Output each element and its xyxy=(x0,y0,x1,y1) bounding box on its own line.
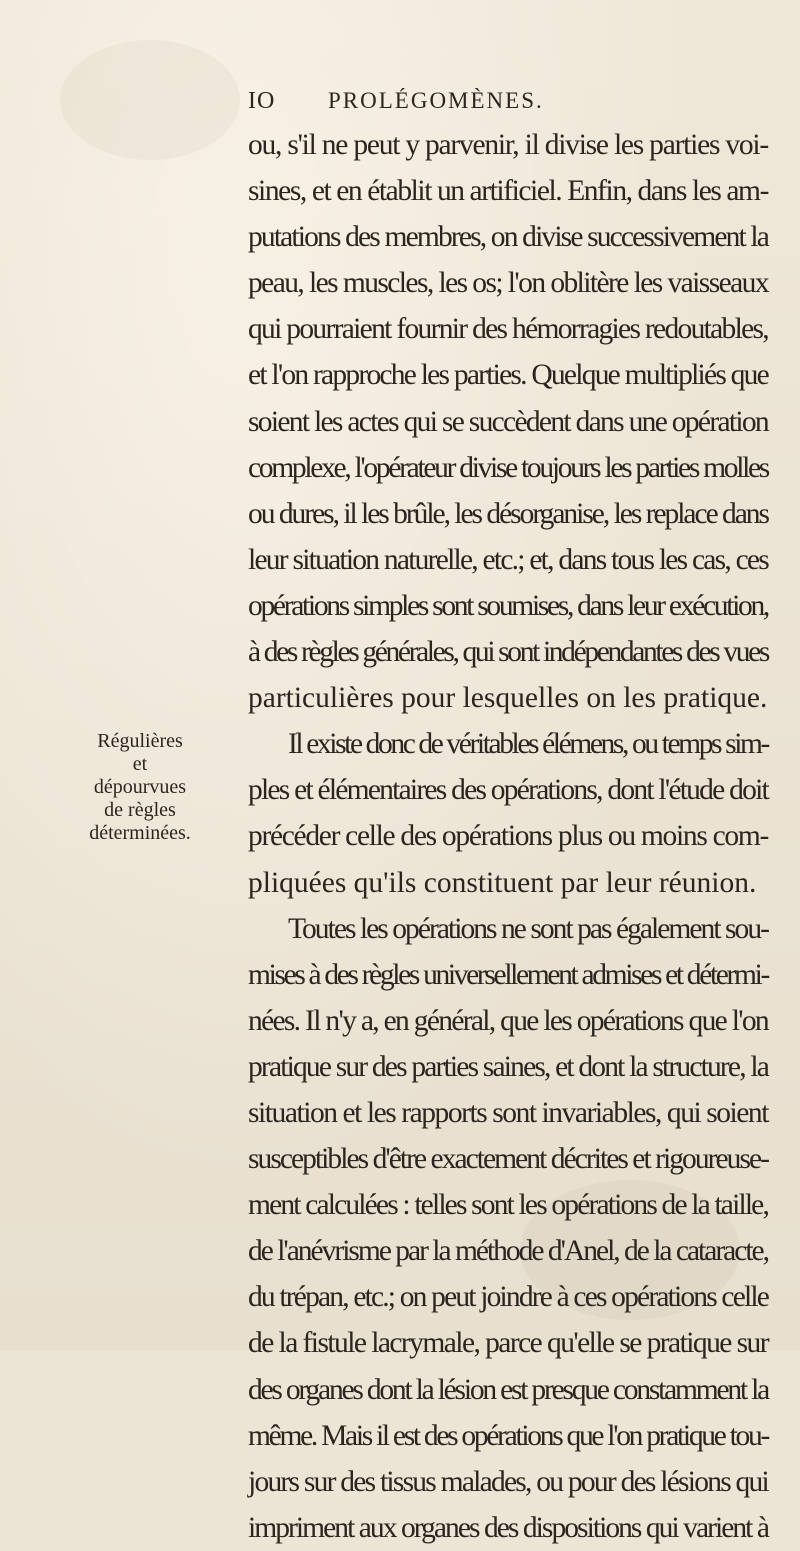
text-line: ou dures, il les brûle, les désorganise, les replace dans xyxy=(248,497,768,530)
text-line: pliquées qu'ils constituent par leur réunion. xyxy=(248,866,757,899)
paper-stain xyxy=(60,40,240,160)
text-line: Il existe donc de véritables élémens, ou temps sim- xyxy=(288,728,768,761)
body-text xyxy=(248,122,768,1551)
text-line: situation et les rapports sont invariables, qui soient xyxy=(248,1096,768,1129)
text-line: pratique sur des parties saines, et dont la structure, la xyxy=(248,1050,768,1083)
text-line: ples et élémentaires des opérations, dont l'étude doit xyxy=(248,774,768,807)
text-line: à des règles générales, qui sont indépendantes des vues xyxy=(248,636,768,669)
text-line: particulières pour lesquelles on les pratique. xyxy=(248,682,768,715)
text-line: leur situation naturelle, etc.; et, dans tous les cas, ces xyxy=(248,543,768,576)
marginal-note xyxy=(40,730,240,845)
text-line: complexe, l'opérateur divise toujours les parties molles xyxy=(248,451,768,484)
text-line: peau, les muscles, les os; l'on oblitère les vaisseaux xyxy=(248,267,768,300)
text-line: de la fistule lacrymale, parce qu'elle se pratique sur xyxy=(248,1327,768,1360)
text-line: ment calculées : telles sont les opérations de la taille, xyxy=(248,1189,768,1222)
marginal-note-line: dépourvues xyxy=(93,776,187,798)
text-line: susceptibles d'être exactement décrites et rigoureuse- xyxy=(248,1143,768,1176)
text-line: opérations simples sont soumises, dans leur exécution, xyxy=(248,589,768,622)
text-line: Toutes les opérations ne sont pas également sou- xyxy=(288,912,768,945)
text-line: impriment aux organes des dispositions qui varient à xyxy=(248,1511,768,1544)
marginal-note-line: et xyxy=(132,753,148,775)
text-line: mises à des règles universellement admises et détermi- xyxy=(248,958,768,991)
running-title: PROLÉGOMÈNES. xyxy=(328,88,544,113)
text-line: sines, et en établit un artificiel. Enfin, dans les am- xyxy=(248,175,768,208)
text-line: putations des membres, on divise successivement la xyxy=(248,221,768,254)
running-head xyxy=(248,88,768,120)
text-line: du trépan, etc.; on peut joindre à ces opérations celle xyxy=(248,1281,768,1314)
text-line: soient les actes qui se succèdent dans une opération xyxy=(248,405,768,438)
marginal-note-line: de règles xyxy=(104,799,176,821)
text-line: même. Mais il est des opérations que l'on pratique tou- xyxy=(248,1419,768,1452)
page-number: IO xyxy=(248,88,276,114)
marginal-note-line: déterminées. xyxy=(89,822,191,844)
text-line: jours sur des tissus malades, ou pour des lésions qui xyxy=(248,1465,768,1498)
text-line: précéder celle des opérations plus ou moins com- xyxy=(248,820,768,853)
text-line: des organes dont la lésion est presque constamment la xyxy=(248,1373,768,1406)
text-line: et l'on rapproche les parties. Quelque multipliés que xyxy=(248,359,768,392)
text-line: ou, s'il ne peut y parvenir, il divise les parties voi- xyxy=(248,129,768,161)
text-line: de l'anévrisme par la méthode d'Anel, de la cataracte, xyxy=(248,1235,768,1268)
text-line: nées. Il n'y a, en général, que les opérations que l'on xyxy=(248,1004,768,1037)
marginal-note-line: Régulières xyxy=(97,730,183,752)
text-line: qui pourraient fournir des hémorragies redoutables, xyxy=(248,313,768,346)
